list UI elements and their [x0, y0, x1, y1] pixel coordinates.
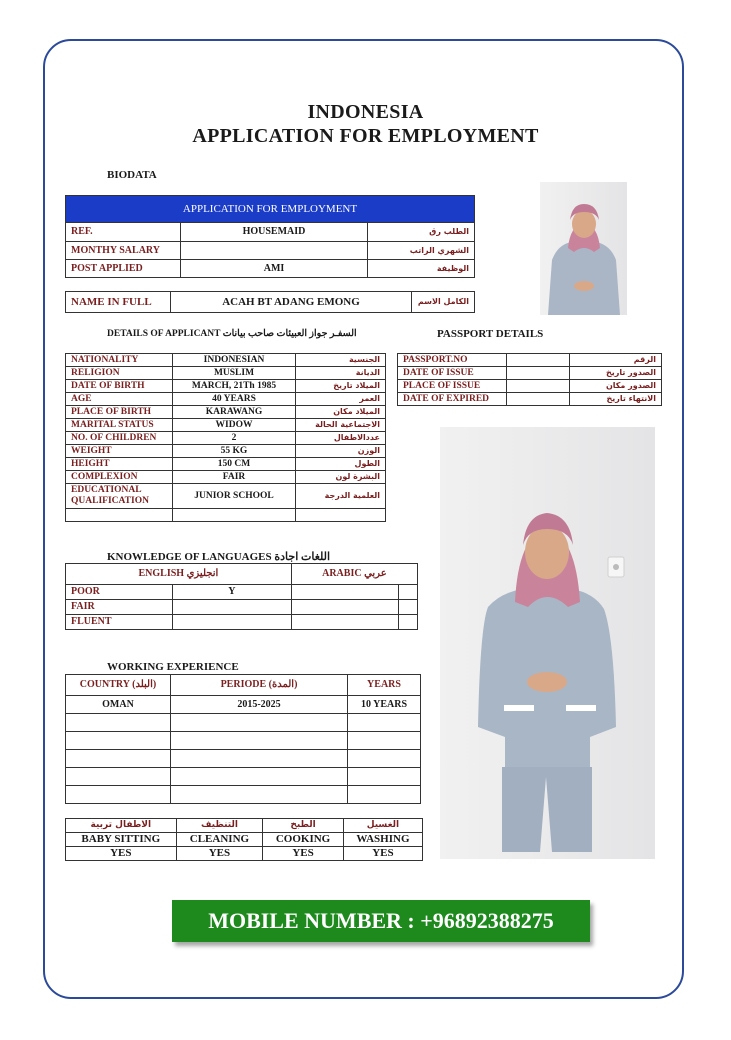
details-row: [66, 406, 386, 419]
passport-value: [507, 367, 570, 380]
passport-label: DATE OF ISSUE: [398, 367, 507, 380]
mobile-number-banner: MOBILE NUMBER : +96892388275: [172, 900, 590, 942]
experience-period: [171, 750, 348, 768]
details-label: HEIGHT: [66, 458, 173, 471]
details-value: 150 CM: [173, 458, 296, 471]
passport-row: [398, 367, 662, 380]
experience-years: [348, 714, 421, 732]
experience-row: [66, 768, 421, 786]
skill-label: WASHING: [343, 833, 422, 847]
experience-row: [66, 714, 421, 732]
english-level-value: [173, 600, 292, 615]
experience-years: [348, 732, 421, 750]
experience-row: [66, 732, 421, 750]
experience-title: WORKING EXPERIENCE: [107, 661, 239, 673]
details-arabic: الديانة: [296, 367, 386, 380]
passport-value: [507, 380, 570, 393]
experience-country: OMAN: [66, 696, 171, 714]
details-arabic: الاجتماعية الحالة: [296, 419, 386, 432]
document-title: APPLICATION FOR EMPLOYMENT: [192, 125, 539, 147]
name-table: [65, 291, 475, 313]
passport-value: [507, 354, 570, 367]
details-value: MARCH, 21Th 1985: [173, 380, 296, 393]
arabic-level-value: [291, 585, 398, 600]
details-value: FAIR: [173, 471, 296, 484]
details-value: 55 KG: [173, 445, 296, 458]
details-label: COMPLEXION: [66, 471, 173, 484]
details-label: PLACE OF BIRTH: [66, 406, 173, 419]
education-value: JUNIOR SCHOOL: [173, 484, 296, 509]
details-arabic: الوزن: [296, 445, 386, 458]
language-row: [66, 615, 418, 630]
english-header: ENGLISH انجليزي: [66, 564, 292, 585]
details-value: 2: [173, 432, 296, 445]
experience-country: [66, 768, 171, 786]
ref-label: REF.: [66, 223, 181, 242]
name-arabic: الكامل الاسم: [412, 292, 475, 313]
experience-years: [348, 768, 421, 786]
experience-country: [66, 732, 171, 750]
arabic-level-extra: [398, 615, 417, 630]
skills-table: [65, 818, 423, 861]
passport-label: PLACE OF ISSUE: [398, 380, 507, 393]
application-table: [65, 195, 475, 278]
language-level: FAIR: [66, 600, 173, 615]
skill-value: YES: [176, 847, 263, 861]
details-value: WIDOW: [173, 419, 296, 432]
education-arabic: العلمية الدرجة: [296, 484, 386, 509]
english-level-value: Y: [173, 585, 292, 600]
experience-period: [171, 714, 348, 732]
skill-value: YES: [66, 847, 177, 861]
salary-value: [181, 242, 368, 260]
ref-arabic: الطلب رق: [368, 223, 475, 242]
arabic-level-value: [291, 600, 398, 615]
passport-row: [398, 393, 662, 406]
experience-country: [66, 714, 171, 732]
details-table: [65, 353, 386, 522]
years-header: YEARS: [348, 675, 421, 696]
details-label: RELIGION: [66, 367, 173, 380]
experience-period: [171, 768, 348, 786]
details-row: [66, 445, 386, 458]
passport-arabic: الصدور مكان: [570, 380, 662, 393]
details-arabic: البشرة لون: [296, 471, 386, 484]
details-row: [66, 471, 386, 484]
arabic-level-extra: [398, 600, 417, 615]
details-row: [66, 432, 386, 445]
details-label: DATE OF BIRTH: [66, 380, 173, 393]
details-value: INDONESIAN: [173, 354, 296, 367]
details-row: [66, 458, 386, 471]
passport-arabic: الانتهاء تاريخ: [570, 393, 662, 406]
country-header: COUNTRY (البلد): [66, 675, 171, 696]
skill-arabic: التنظيف: [176, 819, 263, 833]
details-label: MARITAL STATUS: [66, 419, 173, 432]
arabic-header: ARABIC عربي: [291, 564, 417, 585]
biodata-label: BIODATA: [107, 169, 157, 181]
details-arabic: عددالاطفال: [296, 432, 386, 445]
passport-label: DATE OF EXPIRED: [398, 393, 507, 406]
education-label: EDUCATIONAL QUALIFICATION: [66, 484, 173, 509]
experience-row: [66, 750, 421, 768]
period-header: PERIODE (المدة): [171, 675, 348, 696]
details-arabic: الميلاد تاريخ: [296, 380, 386, 393]
post-label: POST APPLIED: [66, 260, 181, 278]
arabic-level-extra: [398, 585, 417, 600]
skill-arabic: الطبخ: [263, 819, 344, 833]
details-arabic: العمر: [296, 393, 386, 406]
post-arabic: الوظيفة: [368, 260, 475, 278]
details-label: NATIONALITY: [66, 354, 173, 367]
language-row: [66, 585, 418, 600]
languages-table: [65, 563, 418, 630]
details-row: [66, 367, 386, 380]
details-label: WEIGHT: [66, 445, 173, 458]
skill-arabic: الغسيل: [343, 819, 422, 833]
passport-row: [398, 354, 662, 367]
skill-label: CLEANING: [176, 833, 263, 847]
passport-row: [398, 380, 662, 393]
skill-value: YES: [343, 847, 422, 861]
experience-period: [171, 786, 348, 804]
application-heading: APPLICATION FOR EMPLOYMENT: [66, 196, 475, 223]
passport-table: [397, 353, 662, 406]
experience-row: [66, 786, 421, 804]
experience-years: [348, 750, 421, 768]
passport-title: PASSPORT DETAILS: [437, 328, 544, 340]
skill-value: YES: [263, 847, 344, 861]
experience-period: [171, 732, 348, 750]
details-label: NO. OF CHILDREN: [66, 432, 173, 445]
skill-label: COOKING: [263, 833, 344, 847]
experience-years: [348, 786, 421, 804]
details-arabic: الجنسية: [296, 354, 386, 367]
english-level-value: [173, 615, 292, 630]
details-row: [66, 393, 386, 406]
salary-arabic: الشهري الراتب: [368, 242, 475, 260]
details-title: DETAILS OF APPLICANT السفـر جواز العبيئات صاحب بيانات: [107, 329, 357, 339]
language-level: FLUENT: [66, 615, 173, 630]
languages-title: KNOWLEDGE OF LANGUAGES اللغات اجادة: [107, 551, 331, 563]
passport-arabic: الرقم: [570, 354, 662, 367]
experience-table: [65, 674, 421, 804]
ref-value: HOUSEMAID: [181, 223, 368, 242]
passport-arabic: الصدور تاريخ: [570, 367, 662, 380]
experience-country: [66, 750, 171, 768]
experience-country: [66, 786, 171, 804]
applicant-full-body-photo: [440, 427, 655, 859]
details-arabic: الميلاد مكان: [296, 406, 386, 419]
language-level: POOR: [66, 585, 173, 600]
details-value: MUSLIM: [173, 367, 296, 380]
passport-value: [507, 393, 570, 406]
experience-years: 10 YEARS: [348, 696, 421, 714]
experience-row: [66, 696, 421, 714]
language-row: [66, 600, 418, 615]
experience-period: 2015-2025: [171, 696, 348, 714]
details-row: [66, 419, 386, 432]
skill-label: BABY SITTING: [66, 833, 177, 847]
applicant-portrait-photo: [540, 182, 627, 315]
salary-label: MONTHY SALARY: [66, 242, 181, 260]
details-value: KARAWANG: [173, 406, 296, 419]
arabic-level-value: [291, 615, 398, 630]
passport-label: PASSPORT.NO: [398, 354, 507, 367]
details-value: 40 YEARS: [173, 393, 296, 406]
skill-arabic: الاطفال تربية: [66, 819, 177, 833]
details-arabic: الطول: [296, 458, 386, 471]
details-row: [66, 380, 386, 393]
post-value: AMI: [181, 260, 368, 278]
name-label: NAME IN FULL: [66, 292, 171, 313]
name-value: ACAH BT ADANG EMONG: [171, 292, 412, 313]
country-title: INDONESIA: [307, 101, 424, 123]
details-label: AGE: [66, 393, 173, 406]
details-row: [66, 354, 386, 367]
